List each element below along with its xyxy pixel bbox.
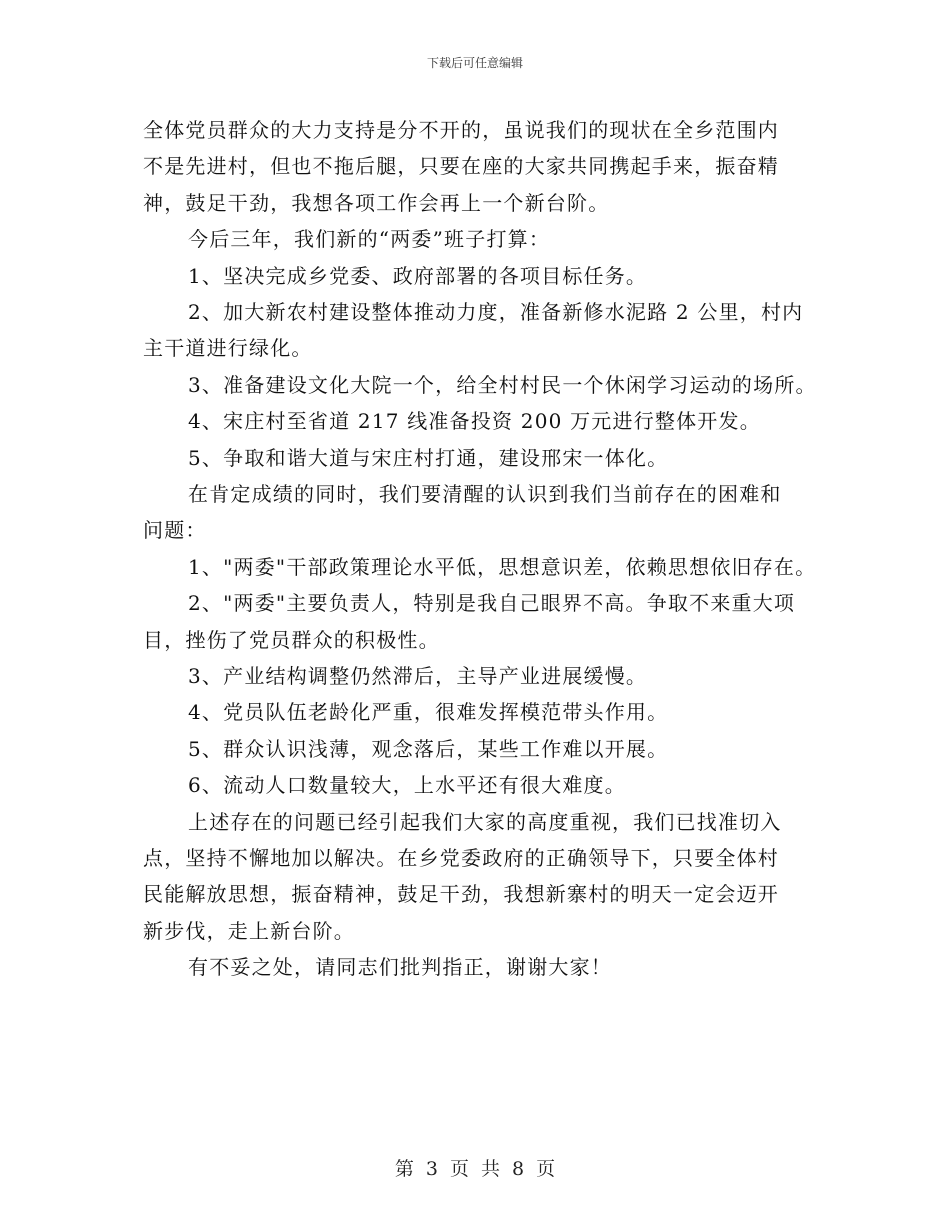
text-line: 4、宋庄村至省道 217 线准备投资 200 万元进行整体开发。: [188, 409, 761, 434]
text-line: 民能解放思想，振奋精神，鼓足干劲，我想新寨村的明天一定会迈开: [143, 882, 779, 907]
text-line: 4、党员队伍老龄化严重，很难发挥模范带头作用。: [188, 700, 669, 725]
text-line: 在肯定成绩的同时，我们要清醒的认识到我们当前存在的困难和: [188, 482, 782, 506]
text-line: 神，鼓足干劲，我想各项工作会再上一个新台阶。: [143, 190, 610, 215]
text-line: 2、"两委"主要负责人，特别是我自己眼界不高。争取不来重大项: [188, 591, 796, 616]
text-line: 1、"两委"干部政策理论水平低，思想意识差，依赖思想依旧存在。: [188, 554, 817, 579]
text-line: 问题：: [143, 518, 207, 543]
text-line: 5、群众认识浅薄，观念落后，某些工作难以开展。: [188, 736, 669, 761]
text-line: 新步伐，走上新台阶。: [143, 918, 355, 943]
text-line: 2、加大新农村建设整体推动力度，准备新修水泥路 2 公里，村内: [188, 300, 804, 324]
page-footer: 第 3 页 共 8 页: [394, 1158, 556, 1180]
page-header: 下载后可任意编辑: [426, 56, 523, 70]
text-line: 有不妥之处，请同志们批判指正，谢谢大家！: [188, 955, 612, 980]
text-line: 点，坚持不懈地加以解决。在乡党委政府的正确领导下，只要全体村: [143, 846, 779, 870]
text-line: 1、坚决完成乡党委、政府部署的各项目标任务。: [188, 263, 648, 288]
text-line: 上述存在的问题已经引起我们大家的高度重视，我们已找准切入: [188, 809, 782, 834]
text-line: 6、流动人口数量较大，上水平还有很大难度。: [188, 773, 626, 798]
text-line: 5、争取和谐大道与宋庄村打通，建设邢宋一体化。: [188, 445, 669, 470]
text-line: 全体党员群众的大力支持是分不开的，虽说我们的现状在全乡范围内: [143, 118, 779, 142]
text-line: 今后三年，我们新的“两委”班子打算：: [188, 227, 551, 252]
text-line: 不是先进村，但也不拖后腿，只要在座的大家共同携起手来，振奋精: [143, 154, 779, 179]
text-line: 目，挫伤了党员群众的积极性。: [143, 627, 440, 652]
text-line: 3、准备建设文化大院一个，给全村村民一个休闲学习运动的场所。: [188, 372, 817, 397]
text-line: 3、产业结构调整仍然滞后，主导产业进展缓慢。: [188, 664, 648, 688]
text-line: 主干道进行绿化。: [143, 336, 313, 361]
